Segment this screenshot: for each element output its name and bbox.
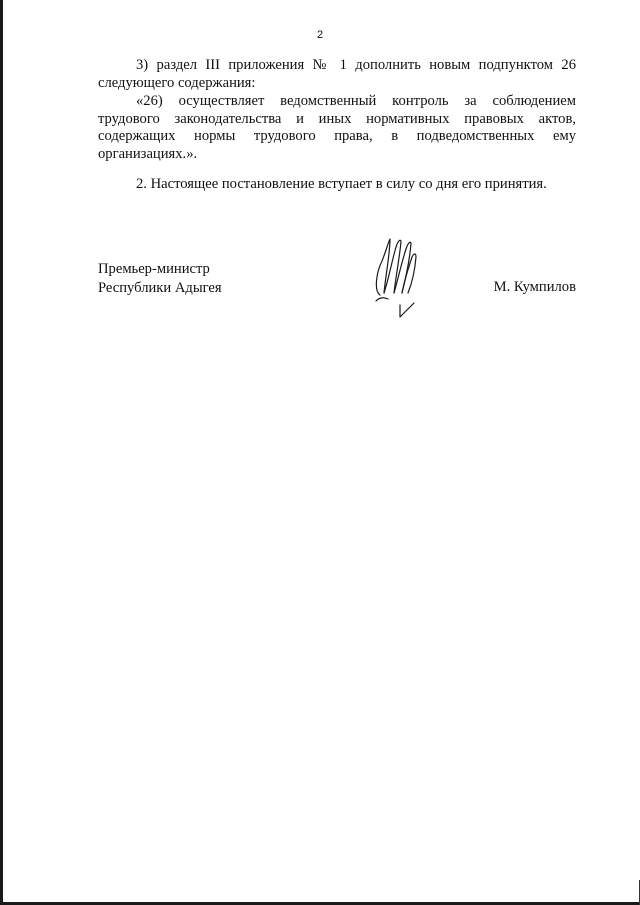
paragraph-item-3 (98, 57, 576, 92)
paragraph-item-2 (98, 176, 576, 194)
scan-edge-left (0, 0, 3, 905)
signatory-title-line-1: Премьер-министр (98, 261, 210, 277)
paragraph-item-3-text: 3) раздел III приложения № 1 дополнить новым подпунктом 26 следующего содержания: (98, 57, 576, 91)
page-number: 2 (316, 29, 324, 41)
signatory-title (98, 260, 222, 298)
paragraph-quote (98, 93, 576, 163)
paragraph-quote-text: «26) осуществляет ведомственный контроль за соблюдением трудового законодательства и иных нормативных правовых актов, содержащих нормы трудового права, в подведомственных ему организациях.». (98, 93, 576, 162)
signatory-title-line-2: Республики Адыгея (98, 280, 222, 296)
paragraph-item-2-text: 2. Настоящее постановление вступает в силу со дня его принятия. (136, 176, 547, 192)
signatory-name: М. Кумпилов (493, 279, 576, 295)
handwritten-signature-icon (370, 233, 420, 318)
